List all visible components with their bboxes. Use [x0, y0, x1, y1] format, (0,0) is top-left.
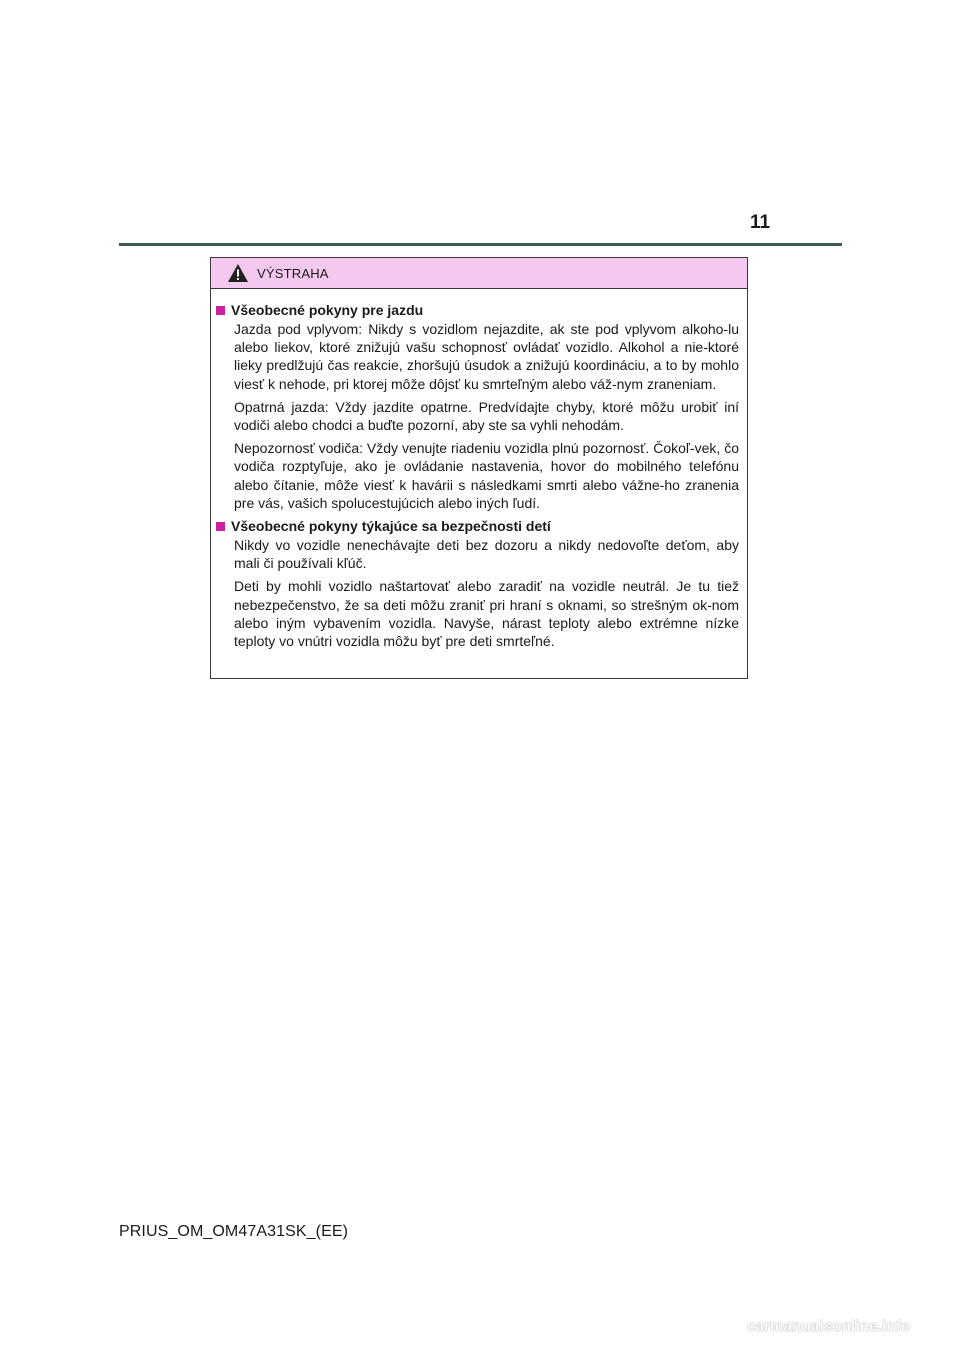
section-heading-text: Všeobecné pokyny pre jazdu: [231, 302, 424, 318]
section-heading: [216, 301, 739, 319]
section-heading: [216, 517, 739, 535]
document-code: PRIUS_OM_OM47A31SK_(EE): [119, 1223, 349, 1240]
warning-triangle-icon: [227, 263, 249, 283]
section-heading-text: Všeobecné pokyny týkajúce sa bezpečnosti detí: [231, 518, 551, 535]
warning-title: VÝSTRAHA: [257, 265, 329, 281]
warning-header: [211, 258, 747, 289]
paragraph: Nikdy vo vozidle nenechávajte deti bez dozoru a nikdy nedovoľte deťom, aby mali či používali kľúč.: [234, 537, 739, 572]
paragraph: Jazda pod vplyvom: Nikdy s vozidlom nejazdite, ak ste pod vplyvom alkoho-lu alebo liekov, ktoré znižujú vašu schopnosť ovládať vozidlo. Alkohol a nie-ktoré lieky predlžujú čas reakcie, zhoršujú úsudok a znižujú koordináciu, a to by mohlo viesť k nehode, pri ktorej môže dôjsť ku smrteľným alebo váž-nym zraneniam.: [234, 321, 739, 392]
warning-box: [210, 257, 748, 679]
paragraph: Nepozornosť vodiča: Vždy venujte riadeniu vozidla plnú pozornosť. Čokoľ-vek, čo vodiča rozptyľuje, ako je ovládanie nastavenia, hovor do mobilného telefónu alebo čítanie, môže viesť k havárii s následkami smrti alebo vážne-ho zranenia pre vás, vašich spolucestujúcich alebo iných ľudí.: [234, 440, 739, 511]
warning-body: [211, 289, 747, 650]
page-number: 11: [749, 212, 771, 233]
bullet-square-icon: [216, 306, 225, 315]
watermark[interactable]: carmanualsonline.info: [747, 1318, 911, 1335]
bullet-square-icon: [216, 522, 225, 531]
paragraph: Deti by mohli vozidlo naštartovať alebo zaradiť na vozidle neutrál. Je tu tiež nebezpečenstvo, že sa deti môžu zraniť pri hraní s oknami, so strešným ok-nom alebo iným vybavením vozidla. Navyše, nárast teploty alebo extrémne nízke teploty vo vnútri vozidla môžu byť pre deti smrteľné.: [234, 578, 739, 650]
paragraph: Opatrná jazda: Vždy jazdite opatrne. Predvídajte chyby, ktoré môžu urobiť iní vodiči alebo chodci a buďte pozorní, aby ste sa vyhli nehodám.: [234, 398, 739, 434]
header-rule: [119, 243, 842, 246]
